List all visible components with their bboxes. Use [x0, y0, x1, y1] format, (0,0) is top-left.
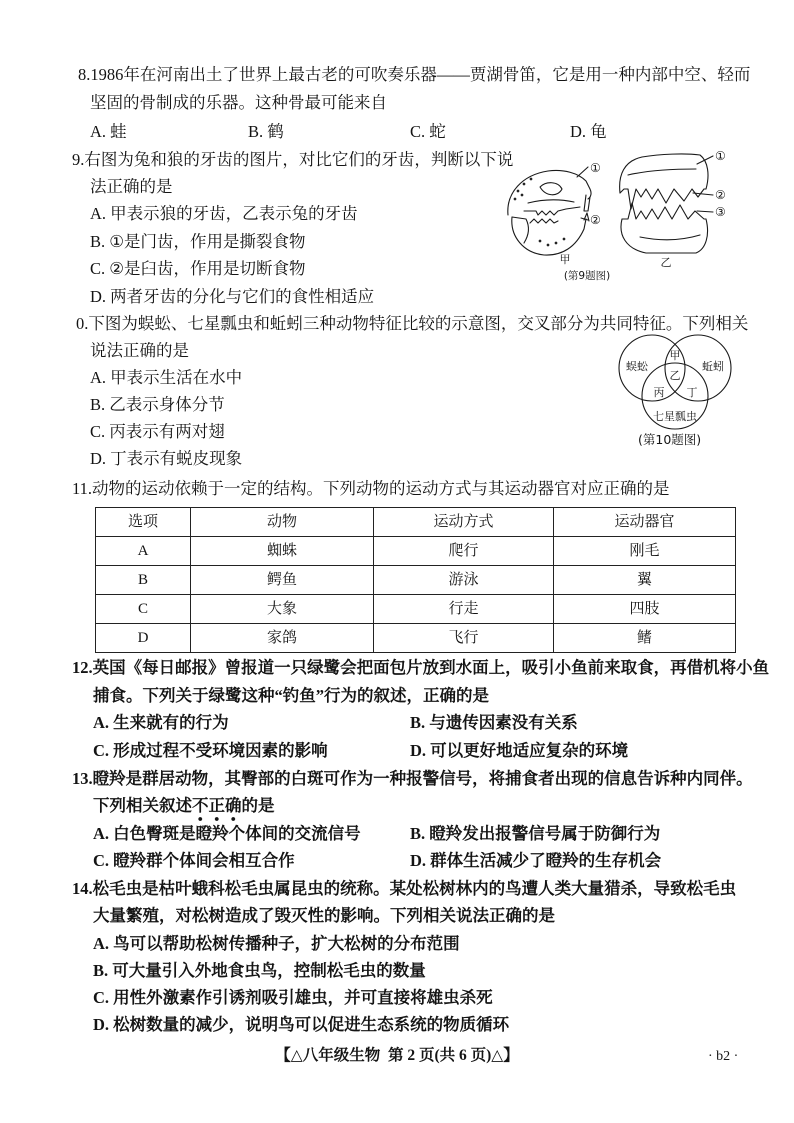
question-14-stem-line-2: 大量繁殖，对松树造成了毁灭性的影响。下列相关说法正确的是 — [93, 906, 555, 925]
right-callout-1-leader — [697, 156, 713, 164]
question-10-option-d: D. 丁表示有蜕皮现象 — [90, 449, 243, 468]
question-12-option-a: A. 生来就有的行为 — [93, 713, 229, 732]
table-header-animal: 动物 — [191, 508, 374, 537]
table-cell: B — [96, 566, 191, 595]
question-12-option-d: D. 可以更好地适应复杂的环境 — [410, 741, 629, 760]
question-9-option-b: B. ①是门齿，作用是撕裂食物 — [90, 232, 306, 251]
table-cell: 鳍 — [554, 624, 736, 653]
table-row — [96, 624, 736, 653]
wolf-lower-teeth — [622, 203, 706, 219]
table-row — [96, 566, 736, 595]
figure-10-caption: (第10题图) — [638, 432, 702, 447]
texture-dot — [539, 240, 541, 242]
table-cell: 大象 — [191, 595, 374, 624]
question-14-option-d: D. 松树数量的减少，说明鸟可以促进生态系统的物质循环 — [93, 1015, 510, 1034]
question-12-option-b: B. 与遗传因素没有关系 — [410, 713, 578, 732]
table-row — [96, 537, 736, 566]
left-callout-1-leader — [577, 167, 588, 177]
rabbit-skull-drawing — [508, 161, 601, 266]
question-14-option-a: A. 鸟可以帮助松树传播种子，扩大松树的分布范围 — [93, 934, 460, 953]
rabbit-jaw-angle — [512, 217, 528, 243]
table-cell: 飞行 — [374, 624, 554, 653]
question-10-option-b: B. 乙表示身体分节 — [90, 395, 225, 414]
rabbit-lower-jaw — [512, 217, 586, 255]
table-cell: A — [96, 537, 191, 566]
question-8-option-d: D. 龟 — [570, 122, 607, 141]
table-cell: C — [96, 595, 191, 624]
question-14-stem-line-1: 14.松毛虫是枯叶蛾科松毛虫属昆虫的统称。某处松树林内的鸟遭人类大量猎杀，导致松毛虫 — [72, 879, 737, 898]
question-13-emphasized-not-correct: 不正确 — [192, 796, 242, 822]
question-13-option-d: D. 群体生活减少了瞪羚的生存机会 — [410, 851, 662, 870]
table-header-movement: 运动方式 — [374, 508, 554, 537]
texture-dot — [514, 198, 516, 200]
texture-dot — [523, 183, 525, 185]
table-row — [96, 595, 736, 624]
page-footer: 【△八年级生物 第 2 页(共 6 页)△】 — [275, 1047, 519, 1064]
table-cell: 蜘蛛 — [191, 537, 374, 566]
table-cell: 刚毛 — [554, 537, 736, 566]
question-9-option-d: D. 两者牙齿的分化与它们的食性相适应 — [90, 287, 375, 306]
rabbit-zygomatic-arch — [528, 200, 574, 203]
table-cell: 家鸽 — [191, 624, 374, 653]
table-cell: 翼 — [554, 566, 736, 595]
venn-diagram — [615, 334, 735, 432]
question-9-stem-line-1: 9.右图为兔和狼的牙齿的图片，对比它们的牙齿，判断以下说 — [72, 150, 514, 169]
question-13-stem-before: 下列相关叙述 — [93, 796, 192, 815]
figure-9-caption: (第9题图) — [563, 270, 611, 282]
texture-dot — [555, 242, 557, 244]
panel-label-left: 甲 — [559, 253, 571, 266]
wolf-nasal-line — [628, 169, 696, 175]
texture-dot — [563, 238, 565, 240]
question-11-stem: 11.动物的运动依赖于一定的结构。下列动物的运动方式与其运动器官对应正确的是 — [72, 479, 670, 498]
table-cell: 四肢 — [554, 595, 736, 624]
question-11-table — [95, 507, 736, 653]
question-12-option-c: C. 形成过程不受环境因素的影响 — [93, 741, 328, 760]
texture-dot — [547, 244, 549, 246]
page-code: · b2 · — [708, 1049, 739, 1064]
table-cell: 行走 — [374, 595, 554, 624]
question-13-option-b: B. 瞪羚发出报警信号属于防御行为 — [410, 824, 661, 843]
question-9-option-c: C. ②是臼齿，作用是切断食物 — [90, 259, 306, 278]
question-8-option-a: A. 蛙 — [90, 122, 127, 141]
table-cell: D — [96, 624, 191, 653]
question-10-stem-line-2: 说法正确的是 — [90, 341, 189, 360]
right-callout-3: ③ — [715, 205, 726, 219]
question-14-option-b: B. 可大量引入外地食虫鸟，控制松毛虫的数量 — [93, 961, 426, 980]
question-8-option-c: C. 蛇 — [410, 122, 446, 141]
left-callout-2: ② — [590, 213, 601, 227]
right-callout-2: ② — [715, 188, 726, 202]
rabbit-upper-molars — [524, 207, 580, 215]
rabbit-lower-molars — [530, 219, 558, 223]
question-10-stem-line-1: 0.下图为蜈蚣、七星瓢虫和蚯蚓三种动物特征比较的示意图，交叉部分为共同特征。下列相关 — [76, 314, 749, 333]
texture-dot — [521, 194, 523, 196]
table-cell: 爬行 — [374, 537, 554, 566]
question-10-option-c: C. 丙表示有两对翅 — [90, 422, 225, 441]
right-callout-3-leader — [697, 211, 713, 212]
venn-set-label-ladybug: 七星瓢虫 — [653, 410, 697, 423]
question-12-stem-line-1: 12.英国《每日邮报》曾报道一只绿鹭会把面包片放到水面上，吸引小鱼前来取食，再借机将小鱼 — [72, 658, 770, 677]
panel-label-right: 乙 — [660, 256, 672, 269]
question-13-option-c: C. 瞪羚群个体间会相互合作 — [93, 851, 295, 870]
venn-set-label-centipede: 蜈蚣 — [626, 360, 648, 373]
texture-dot — [517, 190, 519, 192]
question-9-stem-line-2: 法正确的是 — [90, 177, 173, 196]
table-header-organ: 运动器官 — [554, 508, 736, 537]
venn-region-jia: 甲 — [669, 349, 681, 362]
question-14-option-c: C. 用性外激素作引诱剂吸引雄虫，并可直接将雄虫杀死 — [93, 988, 493, 1007]
question-13-stem-line-2 — [93, 795, 275, 817]
venn-region-ding: 丁 — [686, 386, 698, 399]
left-callout-1: ① — [590, 161, 601, 175]
question-8-stem-line-2: 坚固的骨制成的乐器。这种骨最可能来自 — [90, 93, 387, 112]
venn-region-bing: 丙 — [653, 386, 665, 399]
teeth-comparison-figure — [500, 145, 740, 290]
question-13-stem-after: 的是 — [241, 796, 275, 815]
rabbit-eye-socket — [540, 183, 562, 195]
question-10-option-a: A. 甲表示生活在水中 — [90, 368, 243, 387]
table-cell: 鳄鱼 — [191, 566, 374, 595]
venn-set-label-earthworm: 蚯蚓 — [702, 360, 724, 373]
right-callout-1: ① — [715, 149, 726, 163]
table-cell: 游泳 — [374, 566, 554, 595]
wolf-jaw-detail — [640, 235, 700, 240]
texture-dot — [530, 178, 532, 180]
question-9-option-a: A. 甲表示狼的牙齿，乙表示兔的牙齿 — [90, 204, 358, 223]
wolf-jaw-drawing — [620, 149, 726, 269]
question-8-stem-line-1: 8.1986年在河南出土了世界上最古老的可吹奏乐器——贾湖骨笛，它是用一种内部中空、轻而 — [78, 65, 751, 84]
question-8-option-b: B. 鹤 — [248, 122, 284, 141]
table-header-row — [96, 508, 736, 537]
question-13-option-a: A. 白色臀斑是瞪羚个体间的交流信号 — [93, 824, 361, 843]
table-header-option: 选项 — [96, 508, 191, 537]
venn-region-yi: 乙 — [669, 369, 681, 382]
rabbit-cranium-outline — [508, 170, 591, 215]
question-12-stem-line-2: 捕食。下列关于绿鹭这种“钓鱼”行为的叙述，正确的是 — [93, 686, 489, 705]
question-13-stem-line-1: 13.瞪羚是群居动物，其臀部的白斑可作为一种报警信号，将捕食者出现的信息告诉种内同伴。 — [72, 769, 753, 788]
